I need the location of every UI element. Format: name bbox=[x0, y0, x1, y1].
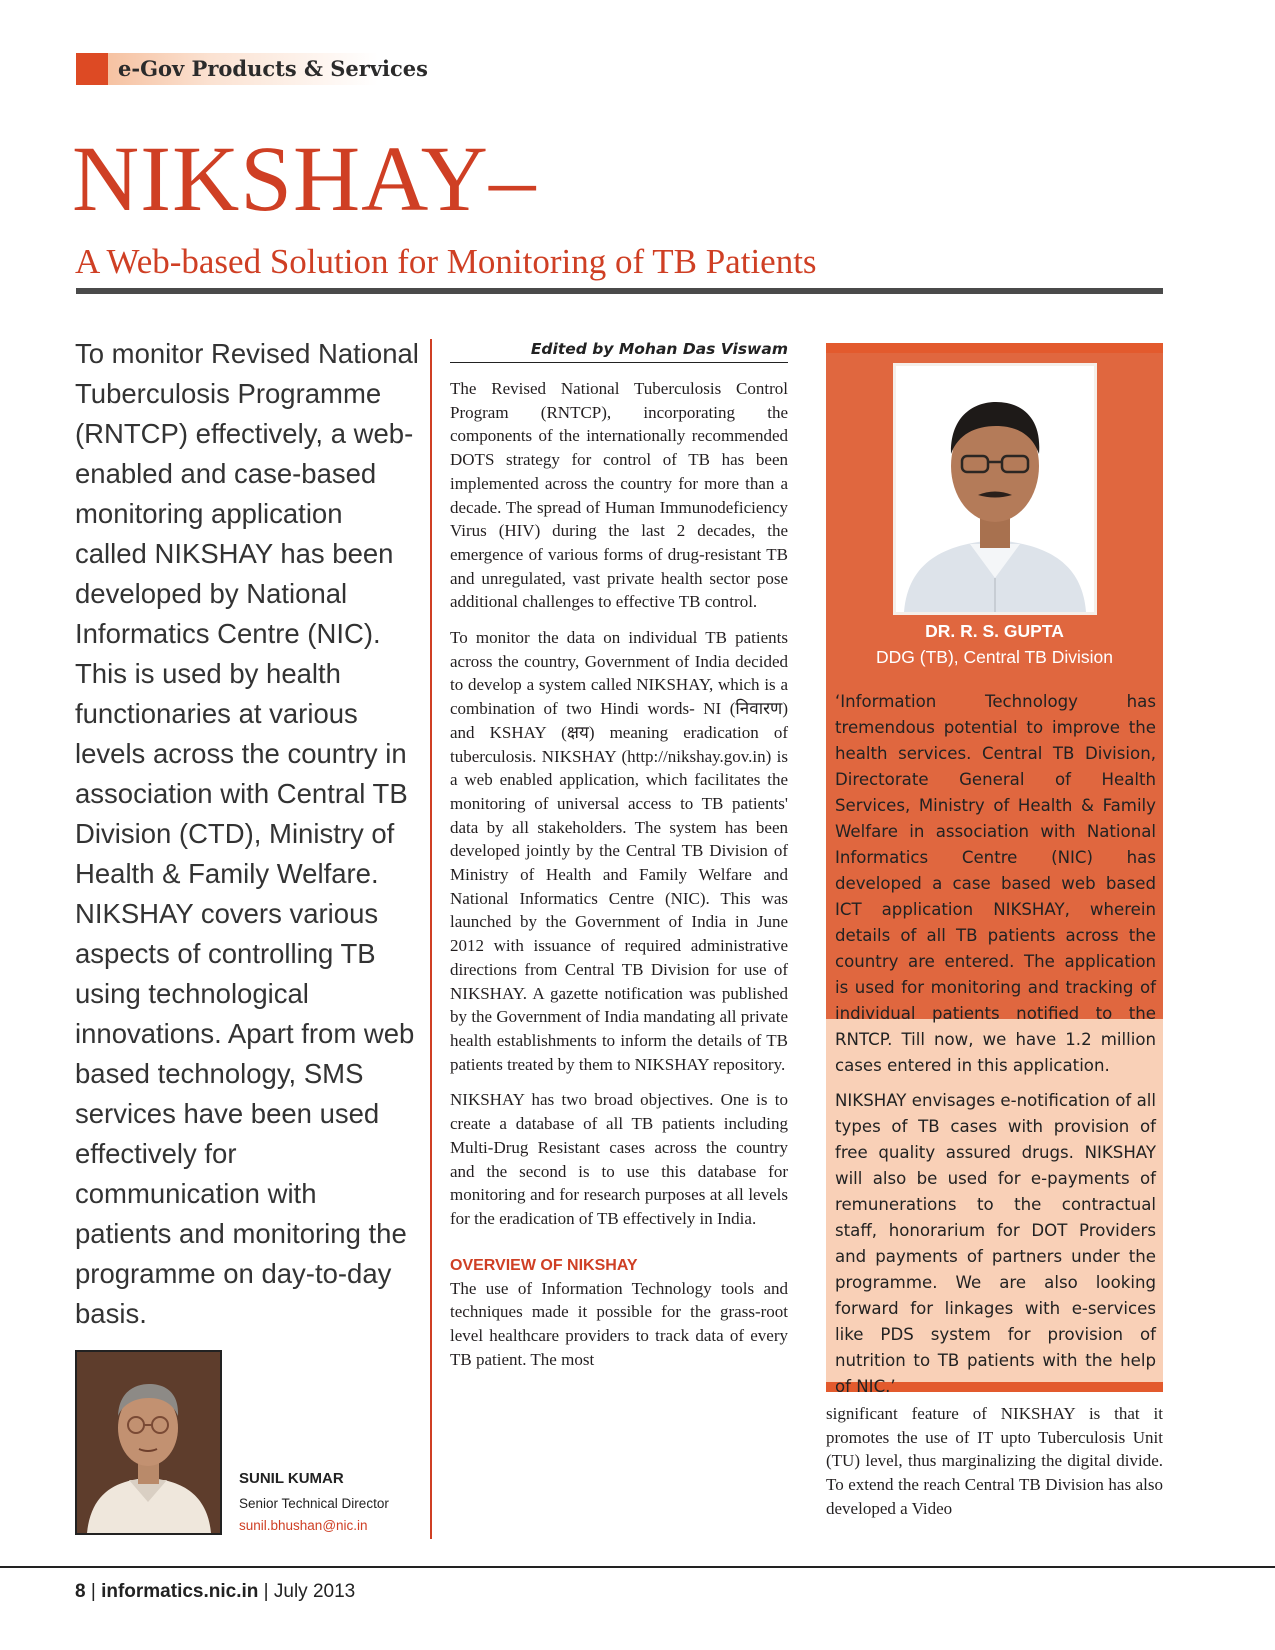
quote-person-role: DDG (TB), Central TB Division bbox=[876, 647, 1113, 667]
body-paragraph: The use of Information Technology tools and techniques made it possible for the grass-root level healthcare providers to track data of every TB patient. The most bbox=[450, 1278, 788, 1369]
author-title: Senior Technical Director bbox=[239, 1496, 389, 1511]
author-email-link[interactable]: sunil.bhushan@nic.in bbox=[239, 1518, 368, 1533]
quote-paragraph: NIKSHAY envisages e-notification of all types of TB cases with provision of free quality assured drugs. NIKSHAY will also be used for e-payments of remunerations to the contractual staff, honorarium for DOT Providers and payments of partners under the programme. We are also looking forward for linkages with e-services like PDS system for provision of nutrition to TB patients with the help of NIC.’ bbox=[835, 1091, 1156, 1396]
body-continuation: significant feature of NIKSHAY is that it promotes the use of IT upto Tuberculosis Unit (TU) level, thus marginalizing the digital divide. To extend the reach Central TB Division has also developed a Video bbox=[826, 1404, 1163, 1518]
quote-paragraph: ‘Information Technology has tremendous potential to improve the health services. Central TB Division, Directorate General of Health Services, Ministry of Health & Family Welfare in association with National Informatics Centre (NIC) has developed a case based web based ICT application NIKSHAY, wherein details of all TB patients across the country are entered. The application is used for monitoring and tracking of individual patients notified to the RNTCP. Till now, we have 1.2 million cases entered in this application. bbox=[835, 692, 1156, 1075]
body-paragraph: NIKSHAY has two broad objectives. One is to create a database of all TB patients including Multi-Drug Resistant cases across the country and the second is to use this database for monitoring and for research purposes at all levels for the eradication of TB effectively in India. bbox=[450, 1090, 788, 1228]
footer-rule bbox=[0, 1566, 1275, 1568]
quote-person-name bbox=[826, 621, 1163, 642]
quote-box-top-bar bbox=[826, 343, 1163, 353]
subheadline: A Web-based Solution for Monitoring of TB Patients bbox=[75, 242, 817, 281]
quote-person-name-text: DR. R. S. GUPTA bbox=[925, 621, 1064, 641]
article-body bbox=[450, 377, 788, 1383]
gupta-photo bbox=[893, 363, 1097, 615]
page-number: 8 bbox=[75, 1581, 86, 1602]
title-rule bbox=[76, 288, 1163, 294]
quote-text bbox=[835, 689, 1156, 1409]
author-portrait-image bbox=[77, 1352, 220, 1533]
author-photo bbox=[75, 1350, 222, 1535]
section-label: e-Gov Products & Services bbox=[118, 56, 428, 81]
column-divider bbox=[430, 339, 432, 1539]
headline: NIKSHAY– bbox=[72, 128, 537, 231]
section-tag bbox=[76, 53, 428, 85]
author-name: SUNIL KUMAR bbox=[239, 1470, 344, 1487]
footer-site: informatics.nic.in bbox=[101, 1581, 259, 1602]
editor-credit: Edited by Mohan Das Viswam bbox=[450, 340, 788, 363]
footer-date: July 2013 bbox=[273, 1581, 356, 1602]
section-tag-bar bbox=[76, 53, 108, 85]
body-paragraph: To monitor the data on individual TB patients across the country, Government of India decided to develop a system called NIKSHAY, which is a combination of two Hindi words- NI (निवारण) and KSHAY (क्षय) meaning eradication of tuberculosis. NIKSHAY (http://nikshay.gov.in) is a web enabled application, which facilitates the monitoring of universal access to TB patients' data by all stakeholders. The system has been developed jointly by the Central TB Division of Ministry of Health and Family Welfare and National Informatics Centre (NIC). This was launched by the Government of India in June 2012 with issuance of required administrative directions from Central TB Division for use of NIKSHAY. A gazette notification was published by the Government of India mandating all private health establishments to inform the details of TB patients treated by them to NIKSHAY repository. bbox=[450, 628, 788, 1074]
intro-text: To monitor Revised National Tuberculosis Programme (RNTCP) effectively, a web-enabled and case-based monitoring application called NIKSHAY has been developed by National Informatics Centre (NIC). This is used by health functionaries at various levels across the country in association with Central TB Division (CTD), Ministry of Health & Family Welfare. NIKSHAY covers various aspects of controlling TB using technological innovations. Apart from web based technology, SMS services have been used effectively for communication with patients and monitoring the programme on day-to-day basis. bbox=[75, 338, 419, 1329]
overview-heading: OVERVIEW OF NIKSHAY bbox=[450, 1256, 638, 1274]
gupta-portrait-image bbox=[896, 366, 1094, 612]
page-footer: 8 | informatics.nic.in | July 2013 bbox=[75, 1581, 356, 1602]
body-paragraph: The Revised National Tuberculosis Control Program (RNTCP), incorporating the components of the internationally recommended DOTS strategy for control of TB has been implemented across the country for more than a decade. The spread of Human Immunodeficiency Virus (HIV) during the last 2 decades, the emergence of various forms of drug-resistant TB and unregulated, vast private health sector pose additional challenges to effective TB control. bbox=[450, 379, 788, 612]
